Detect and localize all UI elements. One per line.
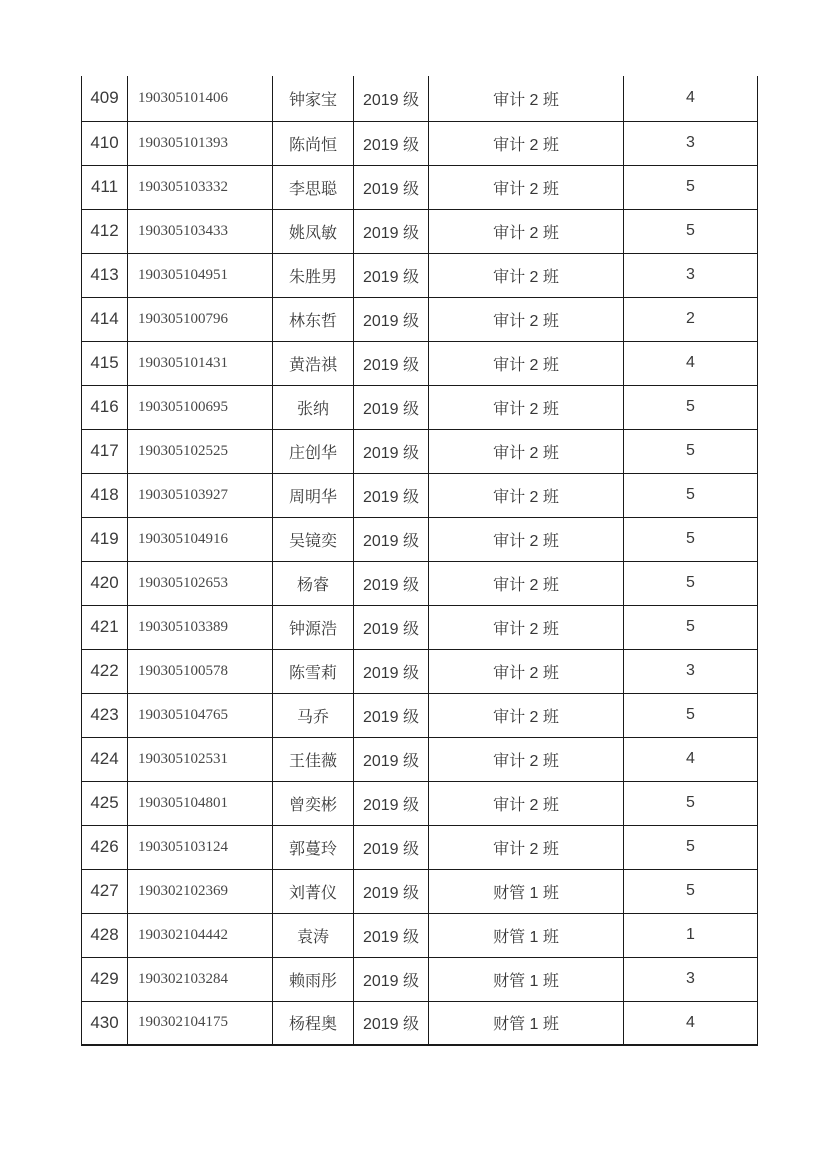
student-name-cell: 郭蔓玲 [273, 825, 354, 869]
table-row [82, 1001, 758, 1045]
row-number-cell: 422 [82, 649, 128, 693]
table-row [82, 385, 758, 429]
score-cell: 3 [624, 957, 758, 1001]
score-cell: 5 [624, 517, 758, 561]
class-name-cell: 审计 2 班 [429, 605, 624, 649]
score-cell: 5 [624, 693, 758, 737]
student-id-cell: 190302102369 [128, 869, 273, 913]
grade-cell: 2019 级 [354, 869, 429, 913]
score-cell: 5 [624, 605, 758, 649]
class-name-cell: 审计 2 班 [429, 781, 624, 825]
score-cell: 5 [624, 209, 758, 253]
grade-cell: 2019 级 [354, 76, 429, 121]
table-row [82, 209, 758, 253]
table-row [82, 781, 758, 825]
row-number-cell: 429 [82, 957, 128, 1001]
row-number-cell: 409 [82, 76, 128, 121]
student-id-cell: 190302103284 [128, 957, 273, 1001]
grade-cell: 2019 级 [354, 825, 429, 869]
row-number-cell: 419 [82, 517, 128, 561]
table-row [82, 165, 758, 209]
student-name-cell: 黄浩祺 [273, 341, 354, 385]
student-name-cell: 林东哲 [273, 297, 354, 341]
table-row [82, 869, 758, 913]
student-name-cell: 杨程奥 [273, 1001, 354, 1045]
class-name-cell: 审计 2 班 [429, 76, 624, 121]
class-name-cell: 审计 2 班 [429, 297, 624, 341]
row-number-cell: 423 [82, 693, 128, 737]
grade-cell: 2019 级 [354, 253, 429, 297]
table-row [82, 913, 758, 957]
class-name-cell: 财管 1 班 [429, 913, 624, 957]
row-number-cell: 416 [82, 385, 128, 429]
student-name-cell: 马乔 [273, 693, 354, 737]
class-name-cell: 财管 1 班 [429, 957, 624, 1001]
score-cell: 4 [624, 737, 758, 781]
student-name-cell: 钟家宝 [273, 76, 354, 121]
student-id-cell: 190305102531 [128, 737, 273, 781]
row-number-cell: 421 [82, 605, 128, 649]
table-row [82, 693, 758, 737]
grade-cell: 2019 级 [354, 297, 429, 341]
grade-cell: 2019 级 [354, 561, 429, 605]
score-cell: 5 [624, 869, 758, 913]
table-row [82, 737, 758, 781]
student-name-cell: 周明华 [273, 473, 354, 517]
student-id-cell: 190305103389 [128, 605, 273, 649]
score-cell: 5 [624, 165, 758, 209]
student-name-cell: 曾奕彬 [273, 781, 354, 825]
student-id-cell: 190305103332 [128, 165, 273, 209]
student-id-cell: 190305102525 [128, 429, 273, 473]
student-roster-table [81, 76, 758, 1046]
class-name-cell: 审计 2 班 [429, 825, 624, 869]
student-id-cell: 190305101431 [128, 341, 273, 385]
score-cell: 5 [624, 429, 758, 473]
grade-cell: 2019 级 [354, 913, 429, 957]
table-row [82, 605, 758, 649]
student-id-cell: 190305103433 [128, 209, 273, 253]
student-id-cell: 190302104442 [128, 913, 273, 957]
class-name-cell: 审计 2 班 [429, 649, 624, 693]
grade-cell: 2019 级 [354, 165, 429, 209]
score-cell: 3 [624, 649, 758, 693]
table-row [82, 561, 758, 605]
row-number-cell: 410 [82, 121, 128, 165]
student-name-cell: 庄创华 [273, 429, 354, 473]
grade-cell: 2019 级 [354, 121, 429, 165]
student-name-cell: 朱胜男 [273, 253, 354, 297]
score-cell: 4 [624, 341, 758, 385]
grade-cell: 2019 级 [354, 649, 429, 693]
row-number-cell: 418 [82, 473, 128, 517]
table-row [82, 121, 758, 165]
grade-cell: 2019 级 [354, 605, 429, 649]
class-name-cell: 审计 2 班 [429, 253, 624, 297]
student-id-cell: 190305100695 [128, 385, 273, 429]
class-name-cell: 财管 1 班 [429, 869, 624, 913]
class-name-cell: 财管 1 班 [429, 1001, 624, 1045]
grade-cell: 2019 级 [354, 781, 429, 825]
student-name-cell: 李思聪 [273, 165, 354, 209]
row-number-cell: 412 [82, 209, 128, 253]
row-number-cell: 426 [82, 825, 128, 869]
student-id-cell: 190305100796 [128, 297, 273, 341]
student-id-cell: 190302104175 [128, 1001, 273, 1045]
grade-cell: 2019 级 [354, 957, 429, 1001]
student-name-cell: 刘菁仪 [273, 869, 354, 913]
score-cell: 4 [624, 76, 758, 121]
row-number-cell: 417 [82, 429, 128, 473]
row-number-cell: 414 [82, 297, 128, 341]
score-cell: 3 [624, 253, 758, 297]
table-row [82, 825, 758, 869]
student-name-cell: 袁涛 [273, 913, 354, 957]
score-cell: 5 [624, 473, 758, 517]
score-cell: 3 [624, 121, 758, 165]
row-number-cell: 428 [82, 913, 128, 957]
table-row [82, 517, 758, 561]
class-name-cell: 审计 2 班 [429, 561, 624, 605]
grade-cell: 2019 级 [354, 473, 429, 517]
student-name-cell: 王佳薇 [273, 737, 354, 781]
class-name-cell: 审计 2 班 [429, 473, 624, 517]
student-id-cell: 190305104951 [128, 253, 273, 297]
table-row [82, 473, 758, 517]
class-name-cell: 审计 2 班 [429, 209, 624, 253]
grade-cell: 2019 级 [354, 209, 429, 253]
score-cell: 5 [624, 561, 758, 605]
score-cell: 5 [624, 385, 758, 429]
table-row [82, 649, 758, 693]
student-id-cell: 190305104765 [128, 693, 273, 737]
class-name-cell: 审计 2 班 [429, 165, 624, 209]
score-cell: 4 [624, 1001, 758, 1045]
score-cell: 5 [624, 825, 758, 869]
table-row [82, 76, 758, 121]
student-name-cell: 陈尚恒 [273, 121, 354, 165]
table-row [82, 297, 758, 341]
student-id-cell: 190305100578 [128, 649, 273, 693]
grade-cell: 2019 级 [354, 737, 429, 781]
table-row [82, 957, 758, 1001]
student-id-cell: 190305102653 [128, 561, 273, 605]
student-id-cell: 190305104801 [128, 781, 273, 825]
score-cell: 1 [624, 913, 758, 957]
student-name-cell: 赖雨彤 [273, 957, 354, 1001]
student-name-cell: 姚凤敏 [273, 209, 354, 253]
class-name-cell: 审计 2 班 [429, 517, 624, 561]
class-name-cell: 审计 2 班 [429, 341, 624, 385]
student-id-cell: 190305101406 [128, 76, 273, 121]
class-name-cell: 审计 2 班 [429, 693, 624, 737]
row-number-cell: 420 [82, 561, 128, 605]
score-cell: 2 [624, 297, 758, 341]
grade-cell: 2019 级 [354, 517, 429, 561]
row-number-cell: 415 [82, 341, 128, 385]
table-row [82, 429, 758, 473]
grade-cell: 2019 级 [354, 385, 429, 429]
grade-cell: 2019 级 [354, 1001, 429, 1045]
table-row [82, 253, 758, 297]
row-number-cell: 411 [82, 165, 128, 209]
table-row [82, 341, 758, 385]
student-id-cell: 190305101393 [128, 121, 273, 165]
student-id-cell: 190305103124 [128, 825, 273, 869]
student-name-cell: 杨睿 [273, 561, 354, 605]
class-name-cell: 审计 2 班 [429, 121, 624, 165]
class-name-cell: 审计 2 班 [429, 737, 624, 781]
row-number-cell: 413 [82, 253, 128, 297]
student-id-cell: 190305103927 [128, 473, 273, 517]
grade-cell: 2019 级 [354, 341, 429, 385]
class-name-cell: 审计 2 班 [429, 429, 624, 473]
row-number-cell: 424 [82, 737, 128, 781]
row-number-cell: 425 [82, 781, 128, 825]
score-cell: 5 [624, 781, 758, 825]
student-id-cell: 190305104916 [128, 517, 273, 561]
student-name-cell: 吴镜奕 [273, 517, 354, 561]
student-name-cell: 钟源浩 [273, 605, 354, 649]
row-number-cell: 427 [82, 869, 128, 913]
grade-cell: 2019 级 [354, 693, 429, 737]
class-name-cell: 审计 2 班 [429, 385, 624, 429]
student-name-cell: 张纳 [273, 385, 354, 429]
student-name-cell: 陈雪莉 [273, 649, 354, 693]
row-number-cell: 430 [82, 1001, 128, 1045]
grade-cell: 2019 级 [354, 429, 429, 473]
